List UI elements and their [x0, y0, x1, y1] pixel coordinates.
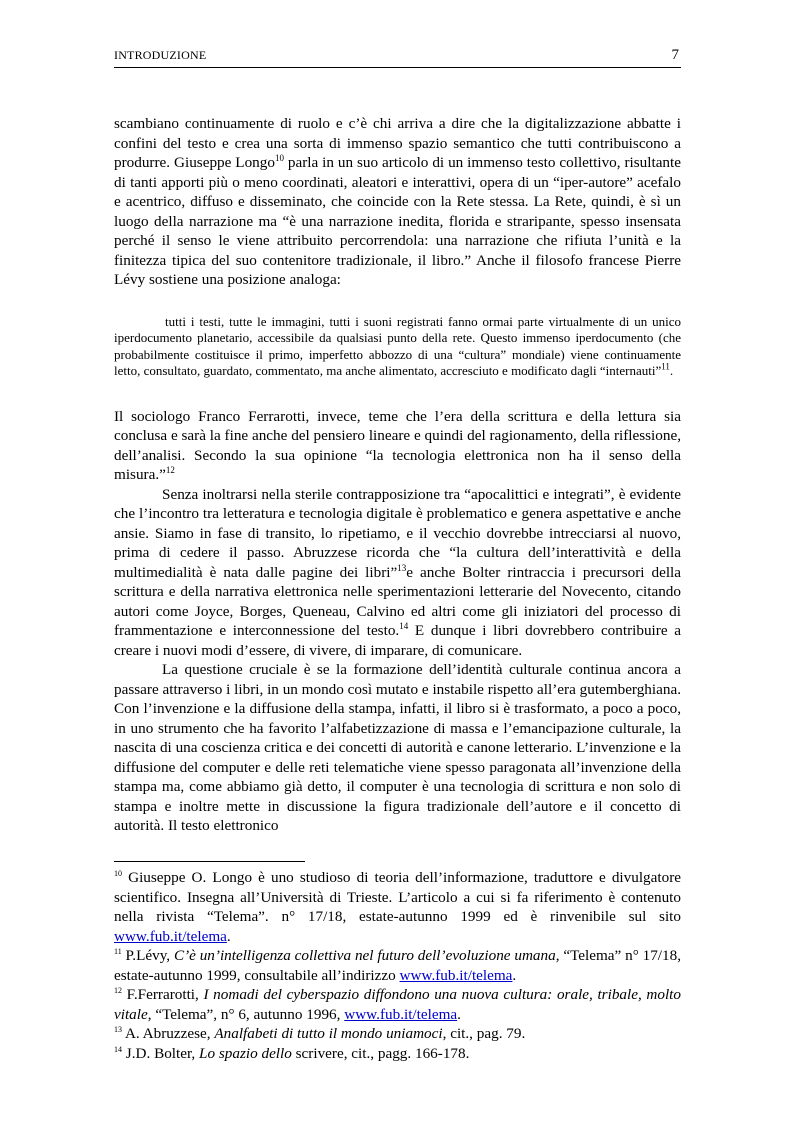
- paragraph: scambiano continuamente di ruolo e c’è chi arriva a dire che la digitalizzazione abbatte i confini del testo e crea una sorta di immenso spazio semantico che tutti contribuiscono a produrre. Giuseppe Longo$^{10}$ parla in un suo articolo di un immenso testo collettivo, risultante di tanti apporti più o meno coordinati, aleatori e interattivi, opera di un “iper-autore” acefalo e acentrico, diffuso e disseminato, che coincide con la Rete stessa. La Rete, quindi, è sì un luogo della narrazione ma “è una narrazione inedita, florida e straripante, spesso insensata perché il senso le viene attribuito percorrendola: una narrazione che rifiuta l’unità e la finitezza tipica del suo contenitore tradizionale, il libro.” Anche il filosofo francese Pierre Lévy sostiene una posizione analoga:: [114, 115, 681, 288]
- footnote-ref[interactable]: 11: [661, 361, 670, 372]
- footnote-ref[interactable]: 13: [397, 562, 407, 573]
- footnote: $^{10}$ Giuseppe O. Longo è uno studioso di teoria dell’informazione, traduttore e divulgatore scientifico. Insegna all’Università di Trieste. L’articolo a cui si fa riferimento è contenuto nella rivista “Telema”. n° 17/18, estate-autunno 1999 ed è rinvenibile sul sito www.fub.it/telema.: [114, 868, 681, 945]
- paragraph: Il sociologo Franco Ferrarotti, invece, teme che l’era della scrittura e della lettura sia conclusa e sarà la fine anche del pensiero lineare e quindi del ragionamento, della riflessione, dell’analisi. Secondo la sua opinione “la tecnologia elettronica non ha il senso della misura.”$^{12}$: [114, 407, 681, 484]
- link[interactable]: www.fub.it/telema: [114, 927, 227, 945]
- block-quote: tutti i testi, tutte le immagini, tutti i suoni registrati fanno ormai parte virtualmente di un unico iperdocumento planetario, accessibile da qualsiasi punto della rete. Questo immenso iperdocumento (che probabilmente costituisce il primo, imperfetto abbozzo di una “cultura” mondiale) viene continuamente letto, consultato, guardato, commentato, ma anche alimentato, accresciuto e modificato dagli “internauti”$^{11}$.: [114, 313, 681, 379]
- page-header: [114, 47, 681, 68]
- footnote-ref[interactable]: 14: [399, 621, 409, 632]
- running-head: INTRODUZIONE: [114, 48, 207, 62]
- paragraph: Senza inoltrarsi nella sterile contrapposizione tra “apocalittici e integrati”, è evidente che l’incontro tra letteratura e tecnologia digitale è problematico e genera aspettative e anche ansie. Siamo in fase di transito, lo ripetiamo, e il vecchio dovrebbe intrecciarsi al nuovo, prima di cedere il passo. Abruzzese ricorda che “la cultura dell’interattività e della multimedialità è nata dalle pagine dei libri”$^{13}$e anche Bolter rintraccia i precursori della scrittura e della narrativa elettronica nelle sperimentazioni letterarie del Novecento, citando autori come Joyce, Borges, Queneau, Calvino ed altri come gli iniziatori del processo di frammentazione e interconnessione del testo.$^{14}$ E dunque i libri dovrebbero contribuire a creare i nuovi modi d’essere, di vivere, di imparare, di comunicare.: [114, 485, 681, 659]
- footnotes: [114, 868, 681, 1063]
- page-number: 7: [671, 47, 679, 63]
- paragraph: La questione cruciale è se la formazione dell’identità culturale continua ancora a passare attraverso i libri, in un mondo così mutato e instabile rispetto all’era gutemberghiana. Con l’invenzione e la diffusione della stampa, infatti, il libro si è trasformato, a poco a poco, in uno strumento che ha favorito l’alfabetizzazione di massa e l’emancipazione culturale, la nascita di una coscienza critica e dei concetti di autorità e canone letterario. L’invenzione e la diffusione del computer e delle reti telematiche viene spesso paragonata all’invenzione della stampa ma, come abbiamo già detto, il computer è una tecnologia di scrittura e non solo di stampa e inoltre mette in discussione la figura tradizionale dell’autore e il concetto di autorità. Il testo elettronico: [114, 661, 682, 835]
- footnote-ref[interactable]: 12: [165, 465, 175, 476]
- footnote-ref[interactable]: 10: [274, 152, 284, 163]
- footnote: $^{14}$ J.D. Bolter, Lo spazio dello scrivere, cit., pagg. 166-178.: [114, 1044, 470, 1062]
- footnote: $^{13}$ A. Abruzzese, Analfabeti di tutto il mondo uniamoci, cit., pag. 79.: [114, 1024, 526, 1042]
- body-text: [114, 114, 681, 836]
- link[interactable]: www.fub.it/telema: [344, 1005, 458, 1023]
- footnote: $^{12}$ F.Ferrarotti, I nomadi del cyberspazio diffondono una nuova cultura: orale, tribale, molto vitale, “Telema”, n° 6, autunno 1996, www.fub.it/telema.: [114, 985, 681, 1023]
- link[interactable]: www.fub.it/telema: [399, 966, 513, 984]
- footnote: $^{11}$ P.Lévy, C’è un’intelligenza collettiva nel futuro dell’evoluzione umana, “Telema” n° 17/18, estate-autunno 1999, consultabile all’indirizzo www.fub.it/telema.: [114, 946, 681, 984]
- footnote-separator: [114, 861, 305, 862]
